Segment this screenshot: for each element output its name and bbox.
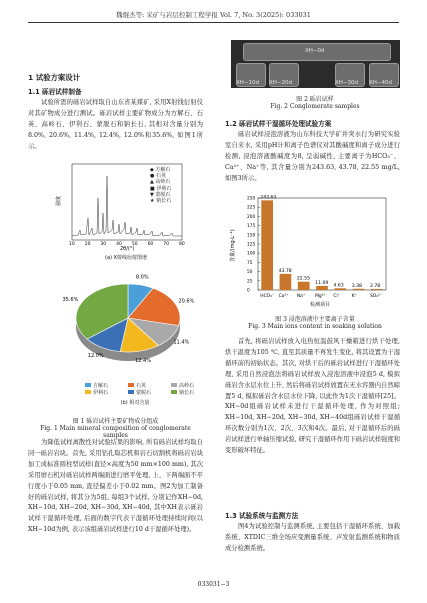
bar-xtick-label: HCO₃⁻ xyxy=(260,294,275,299)
bar-value-label: 2.78 xyxy=(370,283,381,289)
conglomerate-samples-photo xyxy=(231,40,400,88)
bar-axes-frame xyxy=(258,198,386,290)
bar-xtick-label: Mg²⁺ xyxy=(315,294,326,299)
bar-ytick-label: 0 xyxy=(247,288,250,294)
bar-value-label: 3.38 xyxy=(351,283,362,289)
bar-xtick-label: Cl⁻ xyxy=(333,294,341,299)
paragraph-text: 为降低试样离散性对试验结果的影响, 所有砾岩试样均取自同一砾岩岩块。首先, 采用钻孔取芯机和岩石切割机将砾岩岩块加工成标准圆柱型试样(直径×高度为50 mm×100 mm), 其次采用磨石机对砾岩试样两端面进行磨平处理, 上、下两端面不平行度小于0.05 mm, 直径偏差小于0.02 mm。图2为加工制备好的砾岩试样, 将其分为5组, 每组3个试样, 分别记作XH−0d, XH−10d, XH−20d, XH−30d, XH−40d, 其中XH表示砾岩试样干湿循环处理, 后面的数字代表干湿循环处理持续时间(以XH−10d为例, 表示该组砾岩试样进行10 d干湿循环处理)。 xyxy=(28,439,203,534)
bar-ytick-label: 175 xyxy=(247,224,256,230)
xrd-legend-item: ● 石英 xyxy=(150,173,166,180)
xrd-pattern-figure xyxy=(50,158,200,262)
bar-value-label: 243.63 xyxy=(260,195,277,201)
xrd-xtick-label: 10 xyxy=(69,242,75,247)
bar xyxy=(316,286,328,290)
photo-label-0d: XH−0d xyxy=(305,48,325,54)
page-number: 033031−3 xyxy=(197,581,230,588)
bar-xtick-label: SO₄²⁻ xyxy=(370,294,383,299)
fig2-caption: 图 2 砾岩试样 xyxy=(296,96,334,103)
bar xyxy=(371,289,383,290)
section-1-1-title: 1.1 砾岩试样制备 xyxy=(28,88,82,96)
bar-value-label: 4.63 xyxy=(333,283,344,289)
pie-slice-label: 35.6% xyxy=(62,297,79,304)
section-1-3-title: 1.3 试验系统与监测方法 xyxy=(225,512,299,520)
pie-sublabel: (b) 相对含量 xyxy=(120,400,150,406)
photo-label-20d: XH−20d xyxy=(269,80,293,86)
pie-legend-item: 石英 xyxy=(128,383,171,390)
paragraph-text: 图4为试验控制与监测系统, 主要包括干湿循环系统、加载系统、XTDIC三维全场应变测量系统、声发射监测系统和物质成分检测系统。 xyxy=(225,523,400,552)
xrd-legend-item: ■ 伊利石 xyxy=(150,185,172,192)
pie-legend-item: 蒙脱石 xyxy=(128,390,171,397)
bar-ytick-label: 100 xyxy=(247,251,256,257)
pie-slice-label: 12.4% xyxy=(135,357,152,364)
xrd-legend-item: ▼ 蒙脱石 xyxy=(150,191,171,198)
bar xyxy=(261,200,273,290)
pie-slice-label: 20.6% xyxy=(178,298,195,305)
paragraph-after-fig1 xyxy=(28,438,203,536)
pie-legend-item: 高岭石 xyxy=(171,383,214,390)
bar-value-label: 43.78 xyxy=(278,268,292,274)
bar-xtick-label: Na⁺ xyxy=(296,294,306,299)
section-1-3-paragraph xyxy=(225,522,400,555)
bar xyxy=(280,274,292,290)
paragraph-text: 砾岩试样浸泡溶液为山东科技大学矿井突水行为研究实验室自来水, 采用pH计和离子色谱仪对其酸碱度和离子成分进行检测, 浸泡溶液酸碱度为8, 呈弱碱性, 主要离子为HCO₃⁻、Ca²⁺、Na⁺等, 其含量分别为243.63, 43.78, 22.55 mg/L, 如图3所示。 xyxy=(225,131,400,182)
xrd-xtick-label: 80 xyxy=(179,242,185,247)
paragraph-text: 首先, 将砾岩试样放入电热恒温鼓风干燥箱进行烘干处理, 烘干温度为105 ℃, 直至其质量不再发生变化, 将其设置为干湿循环前的初始状态。其次, 对烘干后的砾岩试样进行干湿循环处理, 采用自然浸泡法将砾岩试样放入浸泡溶液中浸泡5 d, 模拟砾岩含水层水位上升, 然后将砾岩试样放置在无水容器内自然晾置5 d, 模拟砾岩含水层水位下降, 以此作为1次干湿循环[25]。XH−0d组砾岩试样未进行干湿循环处理, 作为对照组; XH−10d, XH−20d, XH−30d, XH−40d组砾岩试样干湿循环次数分别为1次、2次、3次和4次。最后, 对干湿循环后的砾岩试样进行单轴压缩试验, 研究干湿循环作用下砾岩试样强度和变形破坏特征。 xyxy=(225,338,400,455)
section-1-1-paragraph xyxy=(28,98,203,153)
pie-slice-label: 12.0% xyxy=(87,353,104,360)
bar-value-label: 22.55 xyxy=(296,276,311,282)
bar-ytick-label: 25 xyxy=(247,279,253,285)
paragraph-text: 试验所需的砾岩试样取自山东省某煤矿, 采用X射线衍射仪对其矿物成分进行测试。砾岩试样主要矿物成分为方解石、石英、高岭石、伊利石、蒙脱石和钠长石, 其相对含量分别为8.0%, 20.6%, 11.4%, 12.4%, 12.0%和35.6%, 如图1所示。 xyxy=(28,99,203,150)
bar-ytick-label: 75 xyxy=(247,260,253,266)
xrd-ylabel: 强度 xyxy=(56,195,62,206)
bar-ylabel: 含量/(mg·L⁻¹) xyxy=(230,229,236,262)
xrd-xtick-label: 30 xyxy=(100,242,107,247)
photo-label-40d: XH−40d xyxy=(369,80,393,86)
xrd-legend-item: ◆ 方解石 xyxy=(150,167,171,173)
bar-ytick-label: 200 xyxy=(247,214,256,220)
fig1-caption: 图 1 砾岩试样主要矿物成分组成 xyxy=(72,418,159,425)
bar-value-label: 11.09 xyxy=(315,280,329,286)
fig3-caption-en: Fig. 3 Main ions content in soaking solution xyxy=(248,323,382,330)
bar xyxy=(334,288,346,290)
bar-ytick-label: 250 xyxy=(247,196,256,202)
header-rule xyxy=(28,22,399,23)
xrd-xtick-label: 50 xyxy=(131,242,138,247)
ion-content-bar-chart xyxy=(226,190,396,312)
pie-slice-label: 11.4% xyxy=(173,339,190,346)
xrd-xlabel: 2θ/(°) xyxy=(120,246,135,252)
paragraph-after-fig3 xyxy=(225,337,400,457)
running-header: 魏焜杰等: 采矿与岩层控制工程学报 Vol. 7, No. 3(2025): 033031 xyxy=(116,11,311,19)
xrd-xtick-label: 40 xyxy=(116,242,122,247)
section-1-2-paragraph xyxy=(225,130,400,185)
xrd-xtick-label: 70 xyxy=(163,242,170,247)
xrd-xtick-label: 20 xyxy=(84,242,91,247)
xrd-legend xyxy=(150,167,171,204)
xrd-legend-item: ★ 钠长石 xyxy=(150,198,172,205)
bar-ytick-label: 125 xyxy=(247,242,256,248)
bar-xtick-label: K⁺ xyxy=(351,294,357,299)
fig3-caption: 图 3 浸泡溶液中主要离子含量 xyxy=(275,316,355,323)
pie-legend-item: 伊利石 xyxy=(85,390,128,397)
pie-slice-label: 8.0% xyxy=(135,274,149,281)
section-1-2-title: 1.2 砾岩试样干湿循环处理试验方案 xyxy=(225,120,332,128)
pie-legend-item: 方解石 xyxy=(85,383,128,390)
photo-label-10d: XH−10d xyxy=(236,80,260,86)
pie-legend-item: 钠长石 xyxy=(171,390,214,397)
bar-xtick-label: Ca²⁺ xyxy=(278,294,289,299)
bar-xlabel: 检测项目 xyxy=(310,302,331,308)
xrd-xtick-label: 60 xyxy=(147,242,154,247)
pie-legend xyxy=(85,383,215,406)
bar xyxy=(298,282,310,290)
fig2-caption-en: Fig. 2 Conglomerate samples xyxy=(270,103,360,110)
xrd-sublabel: (a) X射线衍射图谱 xyxy=(105,255,147,261)
mineral-pie-chart xyxy=(48,262,208,380)
photo-label-30d: XH−30d xyxy=(335,80,359,86)
bar-ytick-label: 150 xyxy=(247,233,256,239)
fig1-caption-en: Fig. 1 Main mineral composition of conglomerate samples xyxy=(40,425,191,439)
bar-ytick-label: 50 xyxy=(247,270,253,276)
bar xyxy=(353,289,365,290)
bar-ytick-label: 225 xyxy=(247,205,256,211)
section-1-title: 1 试验方案设计 xyxy=(28,73,81,82)
xrd-legend-item: ▲ 高岭石 xyxy=(150,179,171,186)
